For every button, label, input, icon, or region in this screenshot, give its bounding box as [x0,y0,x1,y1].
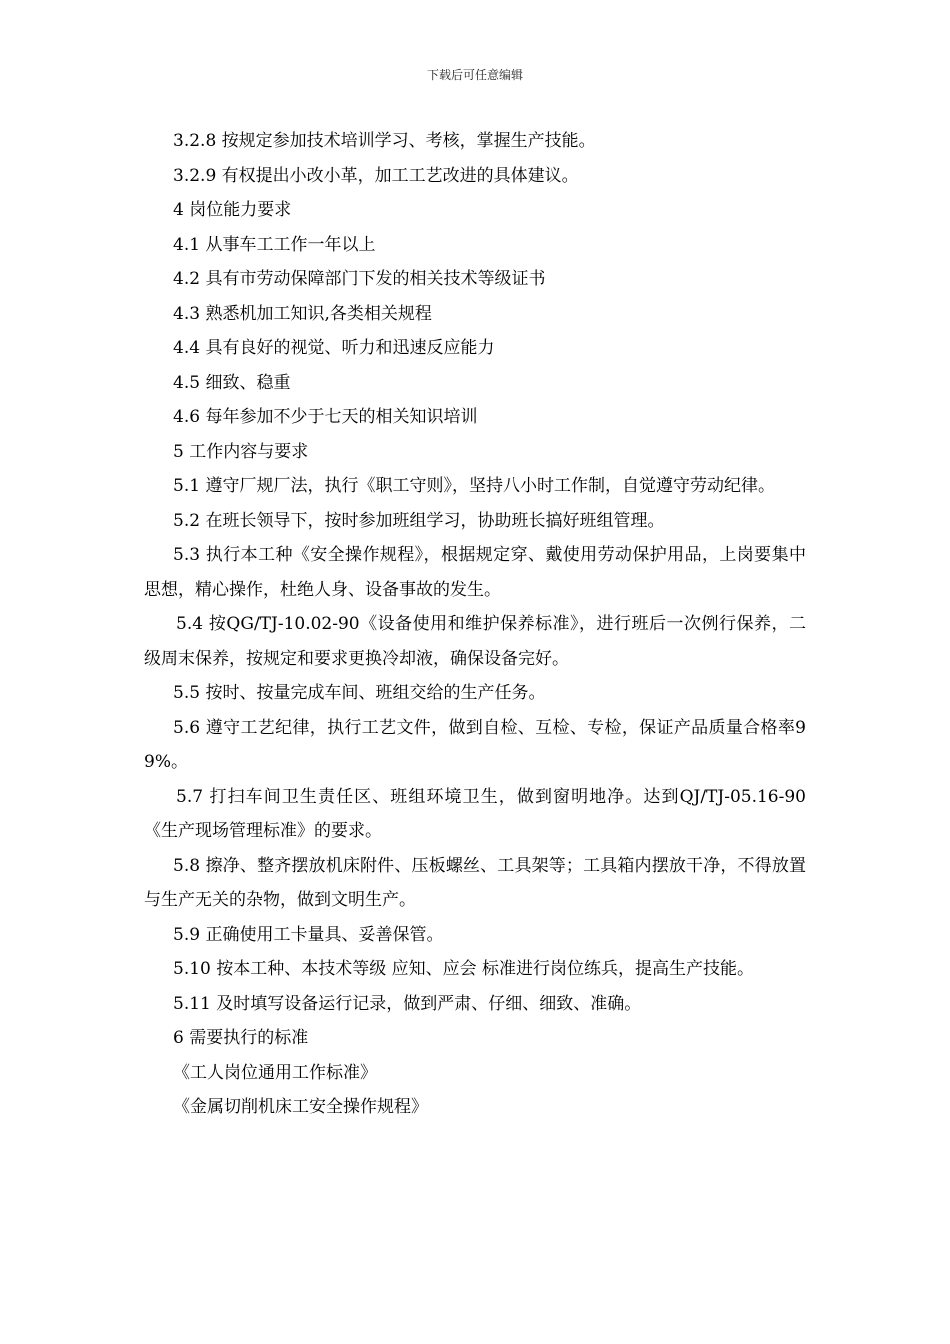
paragraph-4-6: 4.6 每年参加不少于七天的相关知识培训 [173,407,478,427]
standard-title-1: 《工人岗位通用工作标准》 [173,1062,377,1083]
section-heading-4: 4 岗位能力要求 [173,200,292,220]
document-body [144,124,806,1125]
paragraph-5-3: 5.3 执行本工种《安全操作规程》，根据规定穿、戴使用劳动保护用品，上岗要集中思想，精心操作，杜绝人身、设备事故的发生。 [144,545,806,600]
paragraph-3-2-8: 3.2.8 按规定参加技术培训学习、考核，掌握生产技能。 [173,131,596,151]
paragraph-5-8: 5.8 擦净、整齐摆放机床附件、压板螺丝、工具架等；工具箱内摆放干净，不得放置与生产无关的杂物，做到文明生产。 [144,855,806,910]
paragraph-5-1: 5.1 遵守厂规厂法，执行《职工守则》，坚持八小时工作制，自觉遵守劳动纪律。 [173,476,775,496]
paragraph-5-7: 5.7 打扫车间卫生责任区、班组环境卫生，做到窗明地净。达到QJ/TJ-05.16-90《生产现场管理标准》的要求。 [144,786,806,841]
paragraph-3-2-9: 3.2.9 有权提出小改小革，加工工艺改进的具体建议。 [173,165,579,186]
paragraph-4-4: 4.4 具有良好的视觉、听力和迅速反应能力 [173,338,495,358]
paragraph-4-2: 4.2 具有市劳动保障部门下发的相关技术等级证书 [173,269,546,289]
standard-title-2: 《金属切削机床工安全操作规程》 [173,1097,428,1117]
paragraph-5-9: 5.9 正确使用工卡量具、妥善保管。 [173,924,444,945]
paragraph-5-10: 5.10 按本工种、本技术等级 应知、应会 标准进行岗位练兵，提高生产技能。 [173,959,755,979]
paragraph-4-5: 4.5 细致、稳重 [173,372,291,393]
paragraph-5-6: 5.6 遵守工艺纪律，执行工艺文件，做到自检、互检、专检，保证产品质量合格率99%。 [144,717,806,772]
section-heading-6: 6 需要执行的标准 [173,1028,309,1048]
page-header: 下载后可任意编辑 [426,68,523,82]
paragraph-4-3: 4.3 熟悉机加工知识,各类相关规程 [173,303,432,324]
paragraph-5-11: 5.11 及时填写设备运行记录，做到严肃、仔细、细致、准确。 [173,993,642,1014]
section-heading-5: 5 工作内容与要求 [173,441,309,462]
paragraph-5-4: 5.4 按QG/TJ-10.02-90《设备使用和维护保养标准》，进行班后一次例行保养，二级周末保养，按规定和要求更换冷却液，确保设备完好。 [144,614,806,669]
paragraph-4-1: 4.1 从事车工工作一年以上 [173,234,376,255]
paragraph-5-2: 5.2 在班长领导下，按时参加班组学习，协助班长搞好班组管理。 [173,510,665,531]
paragraph-5-5: 5.5 按时、按量完成车间、班组交给的生产任务。 [173,683,546,703]
